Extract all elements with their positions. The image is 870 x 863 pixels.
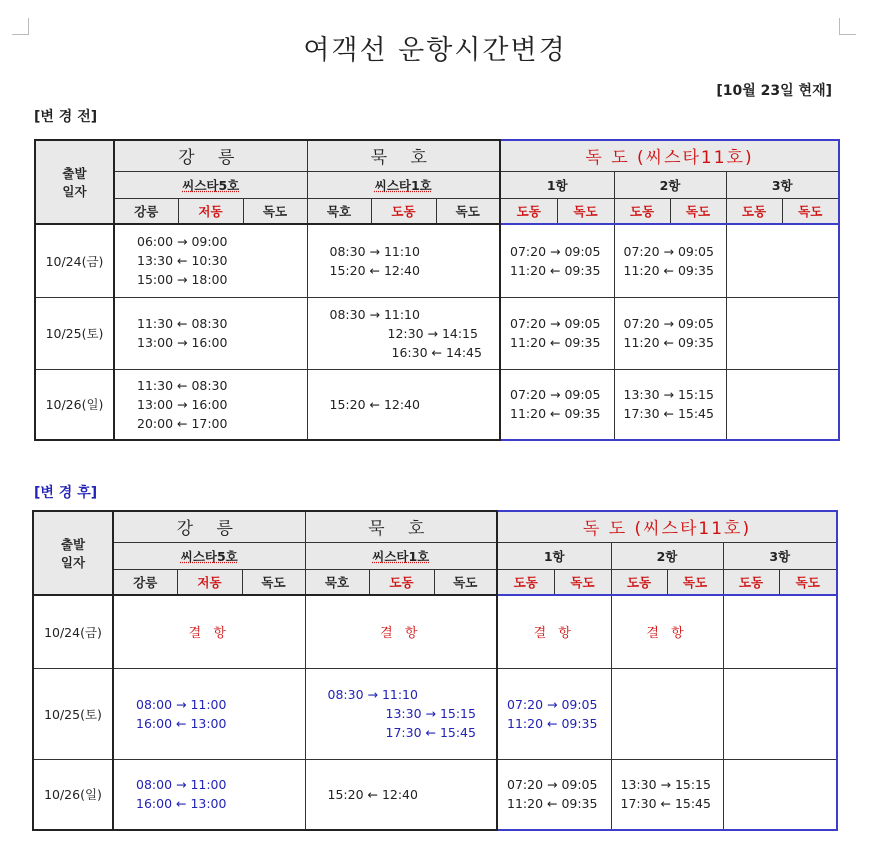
schedule-line: 11:20 ← 09:35 — [507, 796, 598, 812]
trip-2-header: 2항 — [614, 171, 726, 198]
gangneung-schedule — [114, 224, 307, 297]
schedule-line: 08:30 → 11:10 — [329, 243, 420, 259]
table-row — [33, 668, 837, 759]
schedule-line: 16:00 ← 13:00 — [136, 796, 227, 812]
schedule-line: 08:30 → 11:10 — [327, 687, 418, 702]
schedule-line: 11:20 ← 09:35 — [623, 335, 714, 350]
header-gangneung: 강 릉 — [113, 511, 305, 542]
port-dodong-t1: 도동 — [497, 569, 554, 595]
row-date: 10/26(일) — [35, 369, 114, 440]
schedule-line: 07:20 → 09:05 — [507, 696, 598, 712]
schedule-line: 07:20 → 09:05 — [510, 316, 601, 331]
table-row — [35, 369, 839, 440]
schedule-line: 11:20 ← 09:35 — [510, 406, 601, 422]
row-date: 10/26(일) — [33, 759, 113, 830]
header-dokdo: 독 도 (씨스타11호) — [500, 140, 839, 171]
gangneung-schedule — [113, 759, 305, 830]
section-label-before: [변 경 전] — [34, 109, 98, 125]
schedule-table-before — [34, 139, 840, 441]
trip-2-header: 2항 — [611, 542, 723, 569]
port-gangneung: 강릉 — [113, 569, 177, 595]
schedule-line: 13:30 ← 10:30 — [137, 253, 228, 269]
port-dokdo-t3: 독도 — [782, 198, 839, 224]
schedule-line: 13:00 → 16:00 — [137, 335, 228, 350]
schedule-line: 16:00 ← 13:00 — [136, 715, 227, 731]
port-dodong-t2: 도동 — [614, 198, 670, 224]
schedule-line: 07:20 → 09:05 — [510, 387, 601, 403]
port-dokdo-t1: 독도 — [554, 569, 611, 595]
schedule-line: 08:30 → 11:10 — [329, 306, 420, 322]
schedule-line: 11:30 ← 08:30 — [137, 316, 228, 331]
dokdo-trip1-schedule — [500, 224, 614, 297]
table-row — [33, 759, 837, 830]
port-jeodong: 저동 — [177, 569, 242, 595]
port-jeodong: 저동 — [178, 198, 243, 224]
ship-seastar1: 씨스타1호 — [307, 171, 500, 198]
gangneung-schedule — [113, 668, 305, 759]
schedule-line: 11:30 ← 08:30 — [137, 377, 228, 393]
dokdo-trip3-schedule — [723, 759, 837, 830]
as-of-date: [10월 23일 현재] — [716, 83, 832, 99]
schedule-line: 07:20 → 09:05 — [510, 243, 601, 259]
dokdo-trip1-cancelled: 결 항 — [497, 595, 611, 668]
schedule-line: 13:30 → 15:15 — [620, 777, 711, 793]
port-gangneung: 강릉 — [114, 198, 178, 224]
port-dokdo-t1: 독도 — [557, 198, 614, 224]
port-dodong-t1: 도동 — [500, 198, 557, 224]
mukho-schedule — [307, 369, 500, 440]
schedule-line: 11:20 ← 09:35 — [510, 335, 601, 350]
schedule-line: 11:20 ← 09:35 — [507, 715, 598, 731]
dokdo-trip1-schedule — [500, 369, 614, 440]
row-date: 10/25(토) — [35, 297, 114, 369]
ship-seastar5: 씨스타5호 — [114, 171, 307, 198]
schedule-line: 13:30 → 15:15 — [385, 706, 476, 721]
mukho-schedule — [305, 668, 497, 759]
schedule-line: 08:00 → 11:00 — [136, 696, 227, 712]
section-label-after: [변 경 후] — [34, 485, 98, 501]
document-title: 여객선 운항시간변경 — [303, 35, 567, 66]
port-dokdo-t3: 독도 — [779, 569, 837, 595]
mukho-schedule — [305, 759, 497, 830]
schedule-line: 17:30 ← 15:45 — [620, 796, 711, 812]
schedule-line: 07:20 → 09:05 — [623, 316, 714, 331]
header-mukho: 묵 호 — [307, 140, 500, 171]
dokdo-trip2-schedule — [611, 759, 723, 830]
dokdo-trip3-schedule — [723, 595, 837, 668]
ship-seastar5: 씨스타5호 — [113, 542, 305, 569]
dokdo-trip2-schedule — [611, 668, 723, 759]
schedule-line: 07:20 → 09:05 — [623, 243, 714, 259]
trip-1-header: 1항 — [497, 542, 611, 569]
port-dokdo-t2: 독도 — [667, 569, 723, 595]
schedule-line: 13:30 → 15:15 — [623, 387, 714, 403]
dokdo-trip3-schedule — [726, 297, 839, 369]
schedule-line: 07:20 → 09:05 — [507, 777, 598, 793]
schedule-line: 06:00 → 09:00 — [137, 234, 228, 250]
dokdo-trip1-schedule — [500, 297, 614, 369]
schedule-line: 11:20 ← 09:35 — [623, 262, 714, 278]
port-dodong-m: 도동 — [369, 569, 434, 595]
date-header-line1: 출발 — [62, 166, 87, 181]
port-dokdo-m: 독도 — [434, 569, 497, 595]
ship-seastar1: 씨스타1호 — [305, 542, 497, 569]
schedule-table-after — [32, 510, 838, 831]
port-mukho: 묵호 — [305, 569, 369, 595]
row-date: 10/25(토) — [33, 668, 113, 759]
schedule-line: 12:30 → 14:15 — [387, 325, 478, 341]
port-dodong-t2: 도동 — [611, 569, 667, 595]
dokdo-trip2-schedule — [614, 224, 726, 297]
schedule-line: 15:20 ← 12:40 — [329, 262, 420, 278]
table-row — [35, 297, 839, 369]
gangneung-cancelled: 결 항 — [113, 595, 305, 668]
dokdo-trip3-schedule — [726, 369, 839, 440]
dokdo-trip3-schedule — [723, 668, 837, 759]
trip-3-header: 3항 — [723, 542, 837, 569]
date-header-line2: 일자 — [60, 555, 86, 570]
schedule-line: 15:20 ← 12:40 — [327, 786, 418, 802]
gangneung-schedule — [114, 297, 307, 369]
port-mukho: 묵호 — [307, 198, 371, 224]
date-header-line2: 일자 — [62, 184, 87, 199]
schedule-line: 15:20 ← 12:40 — [329, 396, 420, 412]
date-column-header — [33, 511, 113, 595]
dokdo-trip2-schedule — [614, 297, 726, 369]
schedule-line: 17:30 ← 15:45 — [623, 406, 714, 422]
schedule-line: 16:30 ← 14:45 — [391, 344, 482, 360]
date-column-header — [35, 140, 114, 224]
dokdo-trip3-schedule — [726, 224, 839, 297]
header-mukho: 묵 호 — [305, 511, 497, 542]
trip-1-header: 1항 — [500, 171, 614, 198]
schedule-line: 13:00 → 16:00 — [137, 396, 228, 412]
row-date: 10/24(금) — [35, 224, 114, 297]
trip-3-header: 3항 — [726, 171, 839, 198]
port-dodong-m: 도동 — [371, 198, 436, 224]
mukho-cancelled: 결 항 — [305, 595, 497, 668]
mukho-schedule — [307, 224, 500, 297]
gangneung-schedule — [114, 369, 307, 440]
dokdo-trip1-schedule — [497, 668, 611, 759]
port-dokdo-t2: 독도 — [670, 198, 726, 224]
schedule-line: 20:00 ← 17:00 — [137, 415, 228, 431]
header-gangneung: 강 릉 — [114, 140, 307, 171]
dokdo-trip1-schedule — [497, 759, 611, 830]
schedule-line: 15:00 → 18:00 — [137, 272, 228, 288]
mukho-schedule — [307, 297, 500, 369]
schedule-line: 08:00 → 11:00 — [136, 777, 227, 793]
port-dokdo-g: 독도 — [243, 198, 307, 224]
dokdo-trip2-cancelled: 결 항 — [611, 595, 723, 668]
dokdo-trip2-schedule — [614, 369, 726, 440]
schedule-line: 17:30 ← 15:45 — [385, 725, 476, 740]
port-dokdo-g: 독도 — [242, 569, 305, 595]
header-dokdo: 독 도 (씨스타11호) — [497, 511, 837, 542]
date-header-line1: 출발 — [60, 537, 86, 552]
port-dokdo-m: 독도 — [436, 198, 500, 224]
schedule-line: 11:20 ← 09:35 — [510, 262, 601, 278]
table-row — [33, 595, 837, 668]
port-dodong-t3: 도동 — [726, 198, 782, 224]
row-date: 10/24(금) — [33, 595, 113, 668]
port-dodong-t3: 도동 — [723, 569, 779, 595]
table-row — [35, 224, 839, 297]
